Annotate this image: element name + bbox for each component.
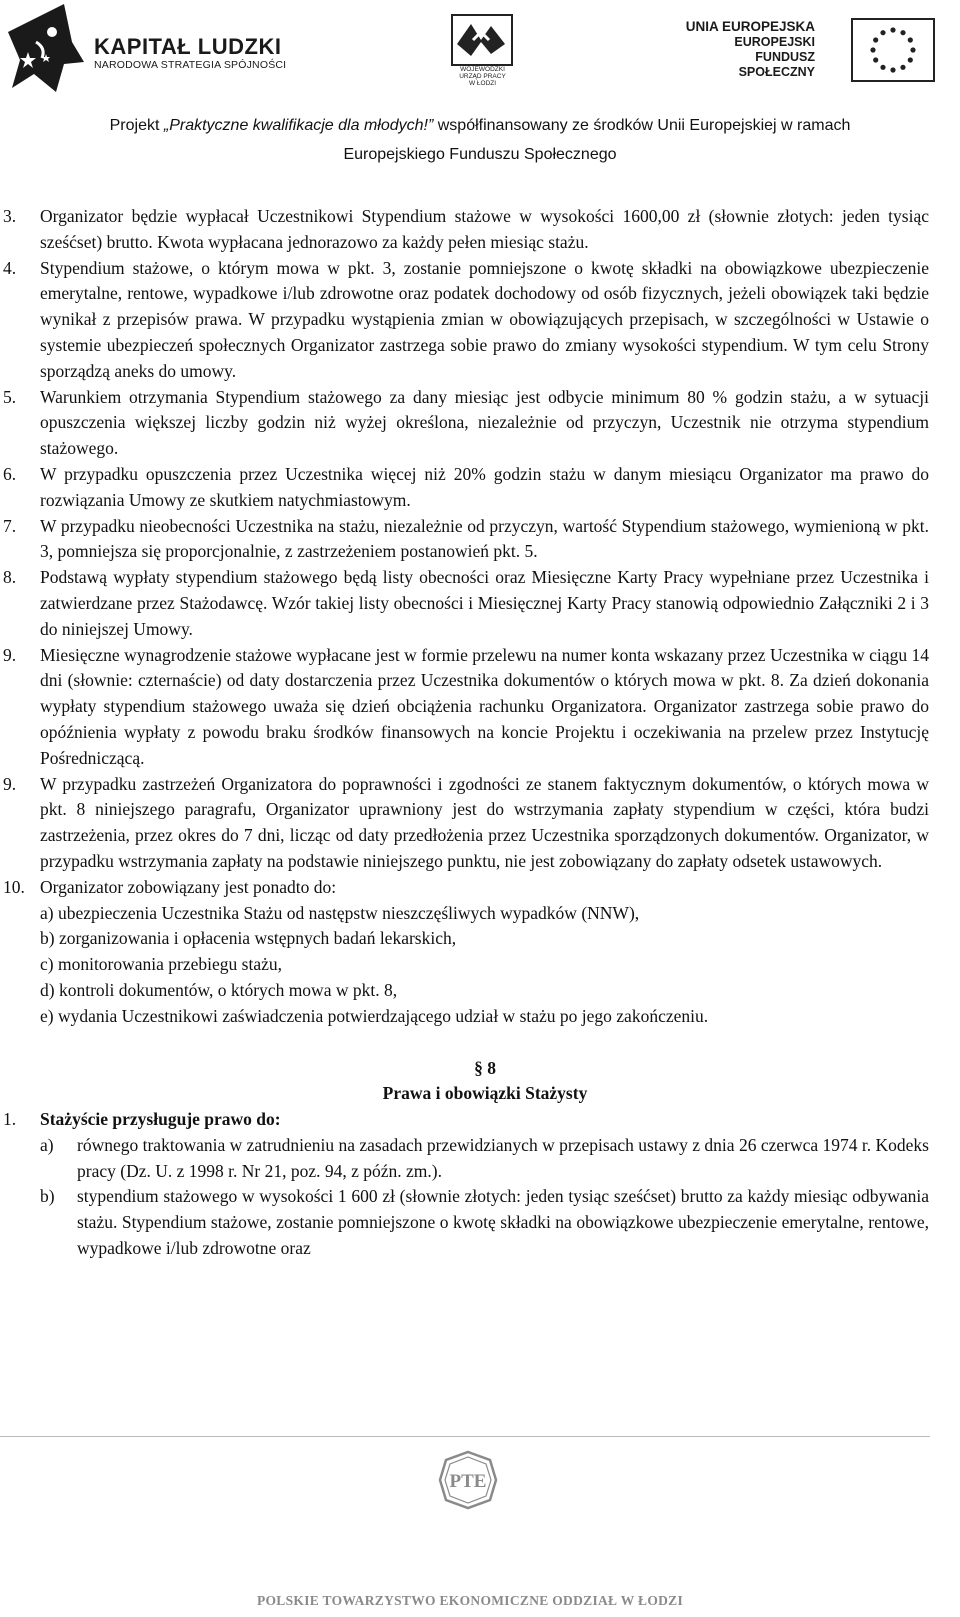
sub-item: e) wydania Uczestnikowi zaświadczenia potwierdzającego udział w stażu po jego zakończeniu.	[40, 1005, 709, 1026]
sub-item: a) ubezpieczenia Uczestnika Stażu od następstw nieszczęśliwych wypadków (NNW),	[40, 902, 640, 923]
kapital-ludzki-emblem-icon	[6, 2, 88, 94]
sub-item: a) równego traktowania w zatrudnieniu na zasadach przewidzianych w przepisach ustawy z dnia 26 czerwca 1974 r. Kodeks pracy (Dz. U. z 1998 r. Nr 21, poz. 94, z późn. zm.).	[40, 1134, 929, 1181]
list-item: 9. W przypadku zastrzeżeń Organizatora do poprawności i zgodności ze stanem faktycznym dokumentów, o których mowa w pkt. 8 niniejszego paragrafu, Organizator uprawniony jest do wstrzymania zapłaty stypendium w części, która budzi zastrzeżenia, przez okres do 7 dni, licząc od daty przedłożenia przez Uczestnika sporządzonych dokumentów. Organizator, w przypadku wstrzymania zapłaty na podstawie niniejszego punktu, nie jest zobowiązany do zapłaty odsetek ustawowych.	[3, 773, 929, 871]
footer-divider	[0, 1436, 930, 1437]
list-item: 7. W przypadku nieobecności Uczestnika na stażu, niezależnie od przyczyn, wartość Stypendium stażowego, wymienioną w pkt. 3, pomniejsza się proporcjonalnie, z zastrzeżeniem postanowień pkt. 5.	[3, 515, 929, 562]
list-item: 6. W przypadku opuszczenia przez Uczestnika więcej niż 20% godzin stażu w danym miesiącu Organizator ma prawo do rozwiązania Umowy ze skutkiem natychmiastowym.	[3, 463, 929, 510]
wup-caption: WOJEWÓDZKI URZĄD PRACY W ŁODZI	[459, 66, 506, 87]
kapital-ludzki-subtitle: NARODOWA STRATEGIA SPÓJNOŚCI	[94, 59, 287, 71]
project-line-1: Projekt „Praktyczne kwalifikacje dla młodych!” współfinansowany ze środków Unii Europejskiej w ramach	[109, 117, 851, 134]
spacer	[0, 1030, 960, 1056]
list-item: 5. Warunkiem otrzymania Stypendium stażowego za dany miesiąc jest odbycie minimum 80 % godzin stażu, a w sytuacji opuszczenia większej liczby godzin niż wyżej określona, niezależnie od przyczyn, Uczestnik nie otrzyma stypendium stażowego.	[3, 386, 929, 459]
footer-text: POLSKIE TOWARZYSTWO EKONOMICZNE ODDZIAŁ W ŁODZI	[256, 1593, 684, 1608]
eu-logo-text	[685, 18, 815, 80]
sub-item: c) monitorowania przebiegu stażu,	[40, 954, 282, 975]
list-item: 9. Miesięczne wynagrodzenie stażowe wypłacane jest w formie przelewu na numer konta wskazany przez Uczestnika w ciągu 14 dni (słownie: czternaście) od daty dostarczenia przez Uczestnika dokumentów o których mowa w pkt. 8. Za dzień dokonania wypłaty stypendium stażowego uważa się dzień obciążenia rachunku Organizatora. Organizator zastrzega sobie prawo do opóźnienia wypłaty z powodu braku środków finansowych na koncie Projektu i oczekiwania na przelew przez Instytucję Pośredniczącą.	[3, 644, 929, 768]
efs-line1: EUROPEJSKI	[734, 35, 815, 49]
pte-logo-text: PTE	[449, 1471, 487, 1492]
kapital-ludzki-logo	[6, 2, 306, 94]
eu-name: UNIA EUROPEJSKA	[685, 19, 815, 34]
list-item-10: 10. Organizator zobowiązany jest ponadto do:	[3, 876, 337, 897]
project-line-2: Europejskiego Funduszu Społecznego	[343, 146, 617, 163]
list-item: 4. Stypendium stażowe, o którym mowa w pkt. 3, zostanie pomniejszone o kwotę składki na obowiązkowe ubezpieczenie emerytalne, rentowe, wypadkowe i/lub zdrowotne oraz podatek dochodowy od osób fizycznych, jeżeli obowiązek taki będzie wynikał z przepisów prawa. W przypadku wystąpienia zmian w obowiązujących przepisach, w szczególności w Ustawie o systemie ubezpieczeń społecznych Organizator zastrzega sobie prawo do zmiany wysokości stypendium. W tym celu Strony sporządzą aneks do umowy.	[3, 257, 929, 381]
pte-logo-icon	[438, 1450, 498, 1510]
list-item: 8. Podstawą wypłaty stypendium stażowego będą listy obecności oraz Miesięczne Karty Pracy wypełniane przez Uczestnika i zatwierdzane przez Stażodawcę. Wzór takiej listy obecności i Miesięcznej Karty Pracy stanowią odpowiednio Załączniki 2 i 3 do niniejszej Umowy.	[3, 567, 929, 639]
efs-line2: FUNDUSZ SPOŁECZNY	[738, 50, 815, 79]
eu-logo	[685, 18, 935, 88]
list-item: 1. Stażyście przysługuje prawo do:	[3, 1109, 281, 1130]
document-body	[0, 204, 960, 1262]
section-number: § 8	[474, 1057, 496, 1078]
sub-item: d) kontroli dokumentów, o których mowa w pkt. 8,	[40, 979, 398, 1000]
wup-lodz-logo	[435, 14, 530, 86]
sub-item: b) stypendium stażowego w wysokości 1 600 zł (słownie złotych: jeden tysiąc sześćset) brutto za każdy miesiąc odbywania stażu. Stypendium stażowe, zostanie pomniejszone o kwotę składki na obowiązkowe ubezpieczenie emerytalne, rentowe, wypadkowe i/lub zdrowotne oraz	[40, 1186, 929, 1259]
page-header	[0, 0, 960, 96]
project-name: „Praktyczne kwalifikacje dla młodych!”	[163, 117, 434, 134]
list-item: 3. Organizator będzie wypłacał Uczestnikowi Stypendium stażowe w wysokości 1600,00 zł (słownie złotych: jeden tysiąc sześćset) brutto. Kwota wypłacana jednorazowo za każdy pełen miesiąc stażu.	[3, 206, 929, 252]
sub-item: b) zorganizowania i opłacenia wstępnych badań lekarskich,	[40, 928, 457, 949]
kapital-ludzki-title: KAPITAŁ LUDZKI	[94, 34, 282, 59]
eu-flag-icon	[851, 18, 935, 82]
wup-emblem-icon	[435, 14, 530, 66]
section-title: Prawa i obowiązki Stażysty	[382, 1083, 588, 1104]
